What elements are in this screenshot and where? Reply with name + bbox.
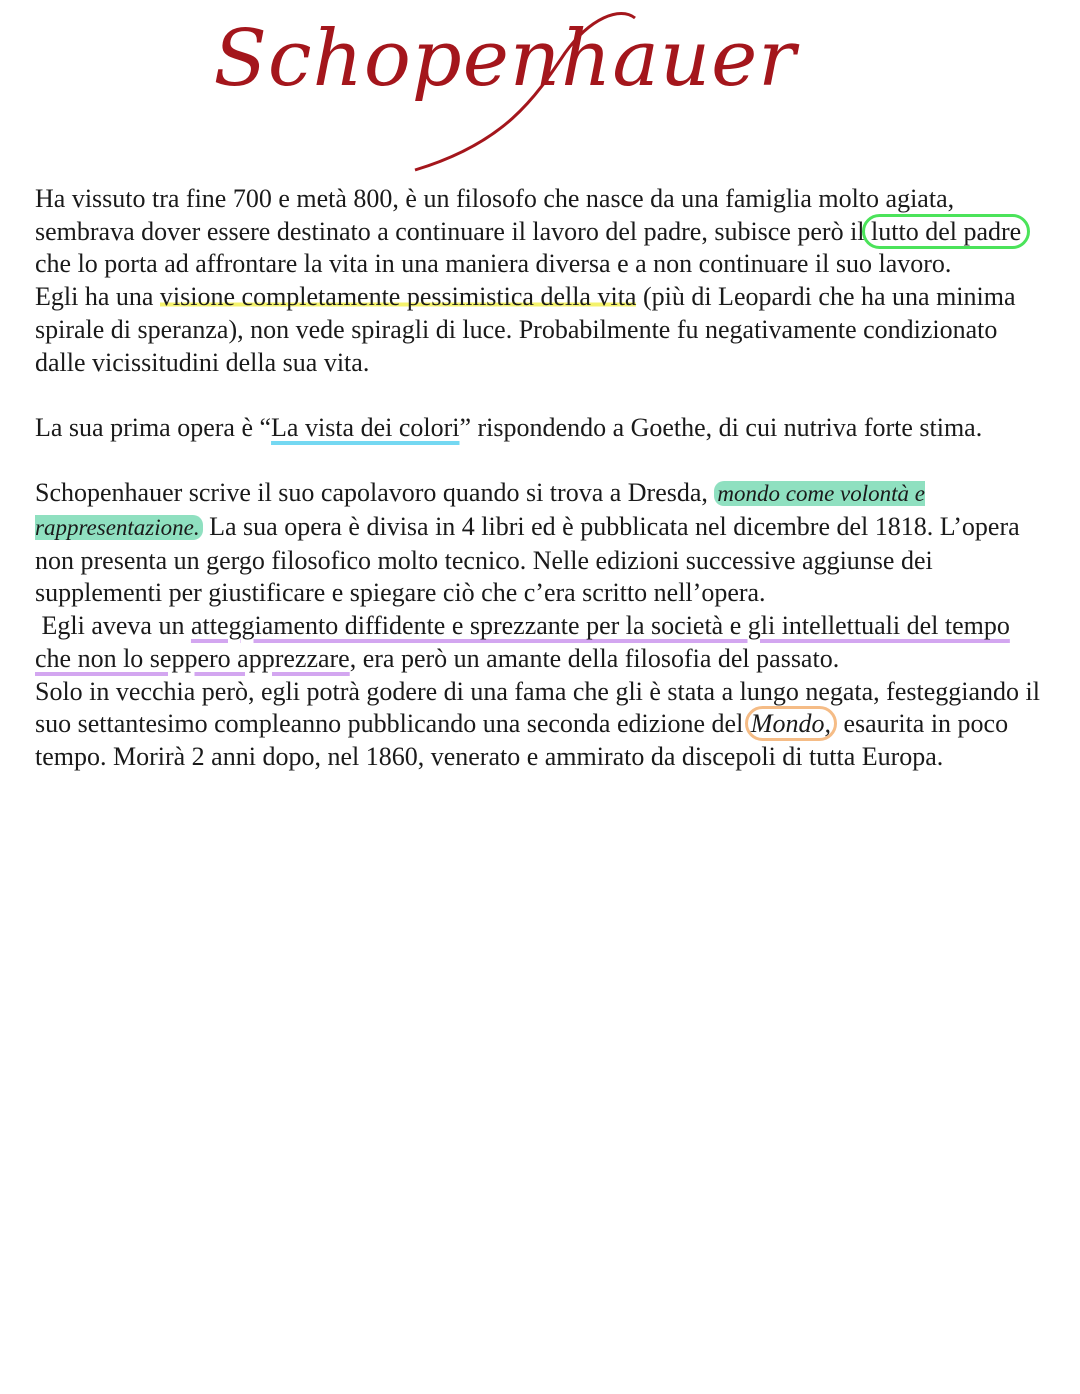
paragraph-old-age: Solo in vecchia però, egli potrà godere di una fama che gli è stata a lungo negata, festeggiando il suo settantesimo compleanno pubblicando una seconda edizione del Mondo, esaurita in poco tempo. Morirà 2 anni dopo, nel 1860, venerato e ammirato da discepoli di tutta Europa. xyxy=(35,676,1040,771)
document-body xyxy=(35,183,1045,774)
highlight-vision: visione completamente pessimistica della vita xyxy=(159,282,637,312)
highlight-colori: La vista dei colori xyxy=(271,412,460,442)
paragraph-attitude: Egli aveva un atteggiamento diffidente e sprezzante per la società e gli intellettuali del tempo che non lo seppero apprezzare, era però un amante della filosofia del passato. xyxy=(35,611,1010,673)
highlight-attitude: atteggiamento diffidente e sprezzante per la società e gli intellettuali del tempo che non lo seppero apprezzare xyxy=(35,611,1010,673)
paragraph-first-work: La sua prima opera è “La vista dei colori” rispondendo a Goethe, di cui nutriva forte stima. xyxy=(35,412,983,442)
paragraph-vision: Egli ha una visione completamente pessimistica della vita (più di Leopardi che ha una minima spirale di speranza), non vede spiragli di luce. Probabilmente fu negativamente condizionato dalle vicissitudini della sua vita. xyxy=(35,282,1016,377)
highlight-lutto: lutto del padre xyxy=(862,214,1030,249)
page-title: Schopenhauer xyxy=(213,14,797,104)
highlight-mondo: Mondo, xyxy=(745,706,837,741)
highlight-mondo-title: mondo come volontà e rappresentazione. xyxy=(35,481,925,540)
title-flourish xyxy=(395,8,645,178)
paragraph-masterpiece: Schopenhauer scrive il suo capolavoro quando si trova a Dresda, mondo come volontà e rappresentazione. La sua opera è divisa in 4 libri ed è pubblicata nel dicembre del 1818. L’opera non presenta un gergo filosofico molto tecnico. Nelle edizioni successive aggiunse dei supplementi per giustificare e spiegare ciò che c’era scritto nell’opera. xyxy=(35,478,1020,608)
paragraph-life: Ha vissuto tra fine 700 e metà 800, è un filosofo che nasce da una famiglia molto agiata, sembrava dover essere destinato a continuare il lavoro del padre, subisce però il lutto del padre che lo porta ad affrontare la vita in una maniera diversa e a non continuare il suo lavoro. xyxy=(35,183,1045,281)
